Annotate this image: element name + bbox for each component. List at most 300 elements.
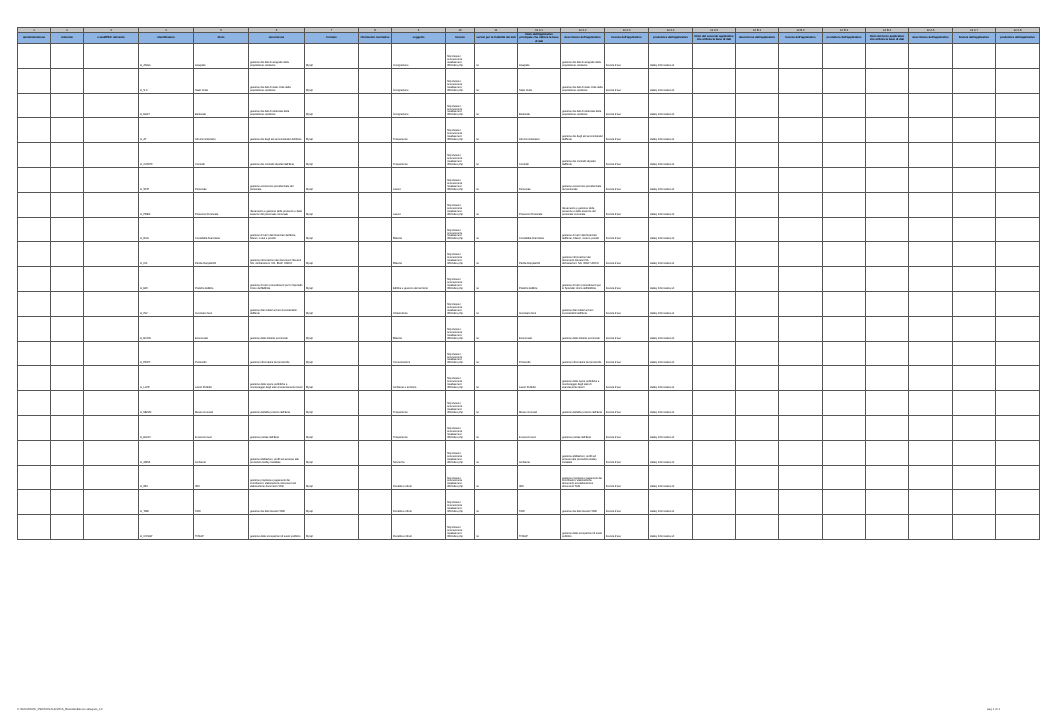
license-url-cell: http://www.c omunemonte rosaltaeme.it /PA/index.php <box>446 267 475 292</box>
empty-cell <box>779 465 823 490</box>
empty-cell <box>693 44 736 69</box>
subject-cell: Trasparenza <box>392 118 446 143</box>
column-number-cell: 12 A 7 <box>953 28 996 33</box>
table-row <box>18 440 1040 465</box>
empty-cell <box>823 44 866 69</box>
empty-cell <box>953 440 996 465</box>
empty-cell <box>823 366 866 391</box>
empty-cell <box>996 68 1040 93</box>
empty-cell <box>996 118 1040 143</box>
app-description-cell: gestione dei dati di stato civile della popolazione residente <box>561 68 605 93</box>
empty-cell <box>823 440 866 465</box>
format-cell: Mysql <box>305 192 359 217</box>
empty-cell <box>84 118 139 143</box>
description-cell: gestione portale dell'Ente <box>249 415 305 440</box>
column-number-cell: 12 A 5 <box>693 28 736 33</box>
table-row <box>18 366 1040 391</box>
services-cell: no <box>475 515 518 540</box>
empty-cell <box>996 267 1040 292</box>
column-number-cell: 12 B 2 <box>779 28 823 33</box>
format-cell: Mysql <box>305 490 359 515</box>
identifier-cell: H_S.C. <box>139 68 194 93</box>
empty-cell <box>823 217 866 242</box>
format-cell: Mysql <box>305 316 359 341</box>
services-cell: no <box>475 366 518 391</box>
subject-cell: Bilancio <box>392 316 446 341</box>
format-cell: Mysql <box>305 415 359 440</box>
footer-page-number: pag 1 di 1 <box>986 707 1000 711</box>
empty-cell <box>996 291 1040 316</box>
empty-cell <box>51 68 84 93</box>
services-cell: no <box>475 415 518 440</box>
app-license-cell: licenza d'uso <box>605 490 649 515</box>
empty-cell <box>953 490 996 515</box>
license-url-cell: http://www.c omunemonte rosaltaeme.it /PA/index.php <box>446 118 475 143</box>
subject-cell: Trasparenza <box>392 143 446 168</box>
description-cell: gestione dell'albo pretorio dell'Ente <box>249 391 305 416</box>
column-header: licenza dell'applicativo <box>605 33 649 44</box>
empty-cell <box>736 167 779 192</box>
empty-cell <box>693 391 736 416</box>
app-title-cell: TARI <box>518 490 561 515</box>
identifier-cell: H_MESSI <box>139 391 194 416</box>
empty-cell <box>953 316 996 341</box>
app-license-cell: licenza d'uso <box>605 316 649 341</box>
subject-cell: Bilancio <box>392 242 446 267</box>
subject-cell: Immigrazione <box>392 93 446 118</box>
app-producer-cell: Halley Informatica srl <box>649 192 693 217</box>
license-url-cell: http://www.c omunemonte rosaltaeme.it /PA/index.php <box>446 68 475 93</box>
empty-cell <box>909 242 953 267</box>
app-license-cell: licenza d'uso <box>605 167 649 192</box>
empty-cell <box>693 490 736 515</box>
empty-cell <box>996 93 1040 118</box>
services-cell: no <box>475 44 518 69</box>
empty-cell <box>779 93 823 118</box>
services-cell: no <box>475 192 518 217</box>
identifier-cell: H_PROT <box>139 341 194 366</box>
empty-cell <box>84 415 139 440</box>
app-license-cell: licenza d'uso <box>605 291 649 316</box>
app-producer-cell: Halley Informatica srl <box>649 217 693 242</box>
empty-cell <box>736 391 779 416</box>
description-cell: gestione economico-previdenziale del personale <box>249 167 305 192</box>
empty-cell <box>736 316 779 341</box>
empty-cell <box>51 465 84 490</box>
empty-cell <box>909 415 953 440</box>
empty-cell <box>359 242 392 267</box>
empty-cell <box>823 192 866 217</box>
table-row <box>18 118 1040 143</box>
empty-cell <box>823 515 866 540</box>
empty-cell <box>359 415 392 440</box>
empty-cell <box>823 143 866 168</box>
empty-cell <box>953 44 996 69</box>
title-cell: Contratti <box>194 143 249 168</box>
table-row <box>18 465 1040 490</box>
empty-cell <box>18 465 51 490</box>
empty-cell <box>996 44 1040 69</box>
empty-cell <box>693 366 736 391</box>
column-header: produttore dell'applicativo <box>823 33 866 44</box>
empty-cell <box>996 192 1040 217</box>
app-title-cell: IMU <box>518 465 561 490</box>
format-cell: Mysql <box>305 118 359 143</box>
empty-cell <box>866 44 909 69</box>
empty-cell <box>953 465 996 490</box>
empty-cell <box>736 242 779 267</box>
empty-cell <box>51 44 84 69</box>
empty-cell <box>84 192 139 217</box>
empty-cell <box>51 366 84 391</box>
app-producer-cell: Halley Informatica srl <box>649 490 693 515</box>
description-cell: gestione dei dati di elettorale della popolazione residente <box>249 93 305 118</box>
table-body <box>18 28 1040 540</box>
empty-cell <box>866 167 909 192</box>
services-cell: no <box>475 316 518 341</box>
empty-cell <box>779 366 823 391</box>
format-cell: Mysql <box>305 217 359 242</box>
column-header: descrizione dell'applicativo <box>736 33 779 44</box>
app-license-cell: licenza d'uso <box>605 217 649 242</box>
description-cell: gestione abilitazioni, profili ed accesso alle procedure Halley installate <box>249 440 305 465</box>
empty-cell <box>51 341 84 366</box>
empty-cell <box>823 490 866 515</box>
empty-cell <box>996 217 1040 242</box>
table-row <box>18 143 1040 168</box>
empty-cell <box>51 192 84 217</box>
identifier-cell: H_RAG <box>139 217 194 242</box>
empty-cell <box>996 366 1040 391</box>
license-url-cell: http://www.c omunemonte rosaltaeme.it /PA/index.php <box>446 291 475 316</box>
app-title-cell: Partita Doppia/IVA <box>518 242 561 267</box>
empty-cell <box>736 490 779 515</box>
title-cell: Pratiche Edilizie <box>194 267 249 292</box>
empty-cell <box>779 68 823 93</box>
empty-cell <box>779 217 823 242</box>
empty-cell <box>866 515 909 540</box>
empty-cell <box>909 93 953 118</box>
empty-cell <box>823 242 866 267</box>
column-number-cell: 12 A 2 <box>561 28 605 33</box>
empty-cell <box>359 316 392 341</box>
app-description-cell: gestione dei degli atti amministrativi dell'Ente <box>561 118 605 143</box>
column-number-cell: 3 <box>84 28 139 33</box>
table-row <box>18 192 1040 217</box>
empty-cell <box>84 316 139 341</box>
subject-cell: Immigrazione <box>392 68 446 93</box>
services-cell: no <box>475 217 518 242</box>
title-cell: Personale <box>194 167 249 192</box>
format-cell: Mysql <box>305 465 359 490</box>
column-number-cell: 11 <box>475 28 518 33</box>
table-row <box>18 93 1040 118</box>
empty-cell <box>693 291 736 316</box>
empty-cell <box>996 242 1040 267</box>
empty-cell <box>736 192 779 217</box>
empty-cell <box>779 515 823 540</box>
empty-cell <box>51 118 84 143</box>
empty-cell <box>823 465 866 490</box>
empty-cell <box>359 440 392 465</box>
table-row <box>18 242 1040 267</box>
format-cell: Mysql <box>305 515 359 540</box>
subject-cell: Trasparenza <box>392 415 446 440</box>
identifier-cell: H_INV <box>139 291 194 316</box>
empty-cell <box>996 143 1040 168</box>
empty-cell <box>779 316 823 341</box>
app-description-cell: gestione di tutti i dati finanziari dell'Ente, bilanci, mutui e prestiti <box>561 217 605 242</box>
subject-cell: Comunicazioni <box>392 341 446 366</box>
column-number-cell: 7 <box>305 28 359 33</box>
title-cell: Presenze Personale <box>194 192 249 217</box>
app-license-cell: licenza d'uso <box>605 242 649 267</box>
app-license-cell: licenza d'uso <box>605 118 649 143</box>
empty-cell <box>909 391 953 416</box>
format-cell: Mysql <box>305 291 359 316</box>
app-description-cell: gestione dati relativi ai beni inventariabili dell'Ente <box>561 291 605 316</box>
empty-cell <box>51 515 84 540</box>
services-cell: no <box>475 267 518 292</box>
column-number-cell: 2 <box>51 28 84 33</box>
empty-cell <box>736 515 779 540</box>
empty-cell <box>84 44 139 69</box>
services-cell: no <box>475 143 518 168</box>
column-header: servizi per la fruibilità dei dati <box>475 33 518 44</box>
empty-cell <box>18 316 51 341</box>
identifier-cell: H_AMMI <box>139 440 194 465</box>
empty-cell <box>18 341 51 366</box>
subject-cell: Edilizia e governo del territorio <box>392 267 446 292</box>
license-url-cell: http://www.c omunemonte rosaltaeme.it /PA/index.php <box>446 242 475 267</box>
empty-cell <box>909 143 953 168</box>
column-header: licenza dell'applicativo <box>953 33 996 44</box>
identifier-cell: H_EDI <box>139 267 194 292</box>
empty-cell <box>996 515 1040 540</box>
column-number-cell: 12 B 1 <box>736 28 779 33</box>
empty-cell <box>359 465 392 490</box>
footer-file-path: C:\MAGIMANI_PERSONALE\2016_Basidati\Elenco-allegato_10 <box>17 707 103 711</box>
table-row <box>18 217 1040 242</box>
column-number-cell: 12 A 6 <box>909 28 953 33</box>
license-url-cell: http://www.c omunemonte rosaltaeme.it /PA/index.php <box>446 341 475 366</box>
empty-cell <box>909 465 953 490</box>
app-description-cell: gestione informazioni dei documenti rilevanti IVA, dichiarazioni: IVA, IRAP, UNICO <box>561 242 605 267</box>
app-title-cell: Atti Amministrativi <box>518 118 561 143</box>
empty-cell <box>736 440 779 465</box>
title-cell: Contabilità finanziaria <box>194 217 249 242</box>
identifier-cell: H_COSAP <box>139 515 194 540</box>
title-cell: Ambiente <box>194 440 249 465</box>
empty-cell <box>18 217 51 242</box>
app-license-cell: licenza d'uso <box>605 391 649 416</box>
format-cell: Mysql <box>305 267 359 292</box>
header-row <box>18 33 1040 44</box>
license-url-cell: http://www.c omunemonte rosaltaeme.it /PA/index.php <box>446 391 475 416</box>
app-description-cell: gestione dei dati di anagrafe della popolazione residente <box>561 44 605 69</box>
description-cell: gestione informazioni dei documenti rilevanti IVA, dichiarazioni: IVA, IRAP, UNICO <box>249 242 305 267</box>
subject-cell: Immigrazione <box>392 44 446 69</box>
services-cell: no <box>475 490 518 515</box>
app-title-cell: Anagrafe <box>518 44 561 69</box>
empty-cell <box>953 192 996 217</box>
app-producer-cell: Halley Informatica srl <box>649 316 693 341</box>
app-producer-cell: Halley Informatica srl <box>649 291 693 316</box>
app-title-cell: Pratiche Edilizie <box>518 267 561 292</box>
empty-cell <box>84 440 139 465</box>
subject-cell: Ambiente e territorio <box>392 366 446 391</box>
empty-cell <box>909 490 953 515</box>
empty-cell <box>823 68 866 93</box>
empty-cell <box>996 490 1040 515</box>
empty-cell <box>736 465 779 490</box>
empty-cell <box>909 267 953 292</box>
empty-cell <box>18 93 51 118</box>
empty-cell <box>18 291 51 316</box>
empty-cell <box>359 68 392 93</box>
subject-cell: Trasparenza <box>392 391 446 416</box>
empty-cell <box>953 366 996 391</box>
app-producer-cell: Halley Informatica srl <box>649 68 693 93</box>
app-license-cell: licenza d'uso <box>605 93 649 118</box>
empty-cell <box>51 167 84 192</box>
empty-cell <box>823 341 866 366</box>
title-cell: Protocollo <box>194 341 249 366</box>
format-cell: Mysql <box>305 366 359 391</box>
app-license-cell: licenza d'uso <box>605 341 649 366</box>
empty-cell <box>779 341 823 366</box>
empty-cell <box>359 143 392 168</box>
empty-cell <box>51 291 84 316</box>
empty-cell <box>736 44 779 69</box>
format-cell: Mysql <box>305 391 359 416</box>
format-cell: Mysql <box>305 68 359 93</box>
column-header: descrizione dell'applicativo <box>561 33 605 44</box>
empty-cell <box>359 192 392 217</box>
services-cell: no <box>475 440 518 465</box>
empty-cell <box>996 341 1040 366</box>
identifier-cell: H_IVA <box>139 242 194 267</box>
empty-cell <box>779 44 823 69</box>
empty-cell <box>359 490 392 515</box>
app-license-cell: licenza d'uso <box>605 440 649 465</box>
empty-cell <box>866 391 909 416</box>
table-row <box>18 44 1040 69</box>
app-description-cell: gestione dell'albo pretorio dell'Ente <box>561 391 605 416</box>
empty-cell <box>953 217 996 242</box>
column-number-cell: 1 <box>18 28 51 33</box>
description-cell: gestione di tutti i dati finanziari dell'Ente, bilanci, mutui e prestiti <box>249 217 305 242</box>
identifier-cell: H_ELET <box>139 93 194 118</box>
identifier-cell: H_ANAG <box>139 44 194 69</box>
empty-cell <box>909 217 953 242</box>
empty-cell <box>996 465 1040 490</box>
format-cell: Mysql <box>305 167 359 192</box>
identifier-cell: H_EGOV <box>139 415 194 440</box>
app-license-cell: licenza d'uso <box>605 44 649 69</box>
empty-cell <box>84 490 139 515</box>
empty-cell <box>909 366 953 391</box>
services-cell: no <box>475 391 518 416</box>
subject-cell: Fiscalità e tributi <box>392 515 446 540</box>
empty-cell <box>359 291 392 316</box>
description-cell: gestione proprietà e pagamenti dei contribuenti, elaborazione documenti ed elaborazione documenti TASI <box>249 465 305 490</box>
app-description-cell: gestione delle bollette economali <box>561 316 605 341</box>
app-title-cell: Messi comunali <box>518 391 561 416</box>
subject-cell: Sicurezza <box>392 440 446 465</box>
description-cell: gestione di tutti i procedimenti per lo Sportello Unico dell'Edilizia <box>249 267 305 292</box>
empty-cell <box>359 93 392 118</box>
app-description-cell: gestione portale dell'Ente <box>561 415 605 440</box>
title-cell: Stato Civile <box>194 68 249 93</box>
empty-cell <box>909 440 953 465</box>
empty-cell <box>736 291 779 316</box>
empty-cell <box>84 267 139 292</box>
column-header: soggetto <box>392 33 446 44</box>
empty-cell <box>18 515 51 540</box>
empty-cell <box>51 490 84 515</box>
empty-cell <box>996 167 1040 192</box>
empty-cell <box>823 415 866 440</box>
subject-cell: Fiscalità e tributi <box>392 490 446 515</box>
table-row <box>18 267 1040 292</box>
empty-cell <box>693 68 736 93</box>
description-cell: gestione informatica del protocollo <box>249 341 305 366</box>
column-number-cell: 12 A 3 <box>605 28 649 33</box>
empty-cell <box>736 217 779 242</box>
app-producer-cell: Halley Informatica srl <box>649 118 693 143</box>
license-url-cell: http://www.c omunemonte rosaltaeme.it /PA/index.php <box>446 366 475 391</box>
table-row <box>18 515 1040 540</box>
empty-cell <box>736 341 779 366</box>
app-license-cell: licenza d'uso <box>605 192 649 217</box>
description-cell: gestione dei dati di anagrafe della popolazione residente <box>249 44 305 69</box>
app-license-cell: licenza d'uso <box>605 366 649 391</box>
empty-cell <box>693 118 736 143</box>
column-number-cell: 6 <box>249 28 305 33</box>
empty-cell <box>866 440 909 465</box>
empty-cell <box>866 118 909 143</box>
title-cell: Elettorale <box>194 93 249 118</box>
license-url-cell: http://www.c omunemonte rosaltaeme.it /PA/index.php <box>446 465 475 490</box>
empty-cell <box>953 391 996 416</box>
subject-cell: Lavoro <box>392 167 446 192</box>
empty-cell <box>909 341 953 366</box>
title-cell: Atti Amministrativi <box>194 118 249 143</box>
empty-cell <box>18 68 51 93</box>
description-cell: gestione delle bollette economali <box>249 316 305 341</box>
column-number-cell: 12 A 1 <box>518 28 561 33</box>
empty-cell <box>736 118 779 143</box>
empty-cell <box>359 341 392 366</box>
empty-cell <box>996 316 1040 341</box>
app-description-cell: gestione di tutti i procedimenti per lo Sportello Unico dell'Edilizia <box>561 267 605 292</box>
column-header: referente <box>51 33 84 44</box>
empty-cell <box>909 118 953 143</box>
title-cell: Economato <box>194 316 249 341</box>
app-title-cell: TOSAP <box>518 515 561 540</box>
title-cell: Anagrafe <box>194 44 249 69</box>
empty-cell <box>779 490 823 515</box>
empty-cell <box>736 415 779 440</box>
column-header: descrizione dell'applicativo <box>909 33 953 44</box>
empty-cell <box>51 316 84 341</box>
app-producer-cell: Halley Informatica srl <box>649 515 693 540</box>
empty-cell <box>84 341 139 366</box>
description-cell: gestione delle occupazioni di suolo pubblico <box>249 515 305 540</box>
empty-cell <box>779 192 823 217</box>
empty-cell <box>693 316 736 341</box>
